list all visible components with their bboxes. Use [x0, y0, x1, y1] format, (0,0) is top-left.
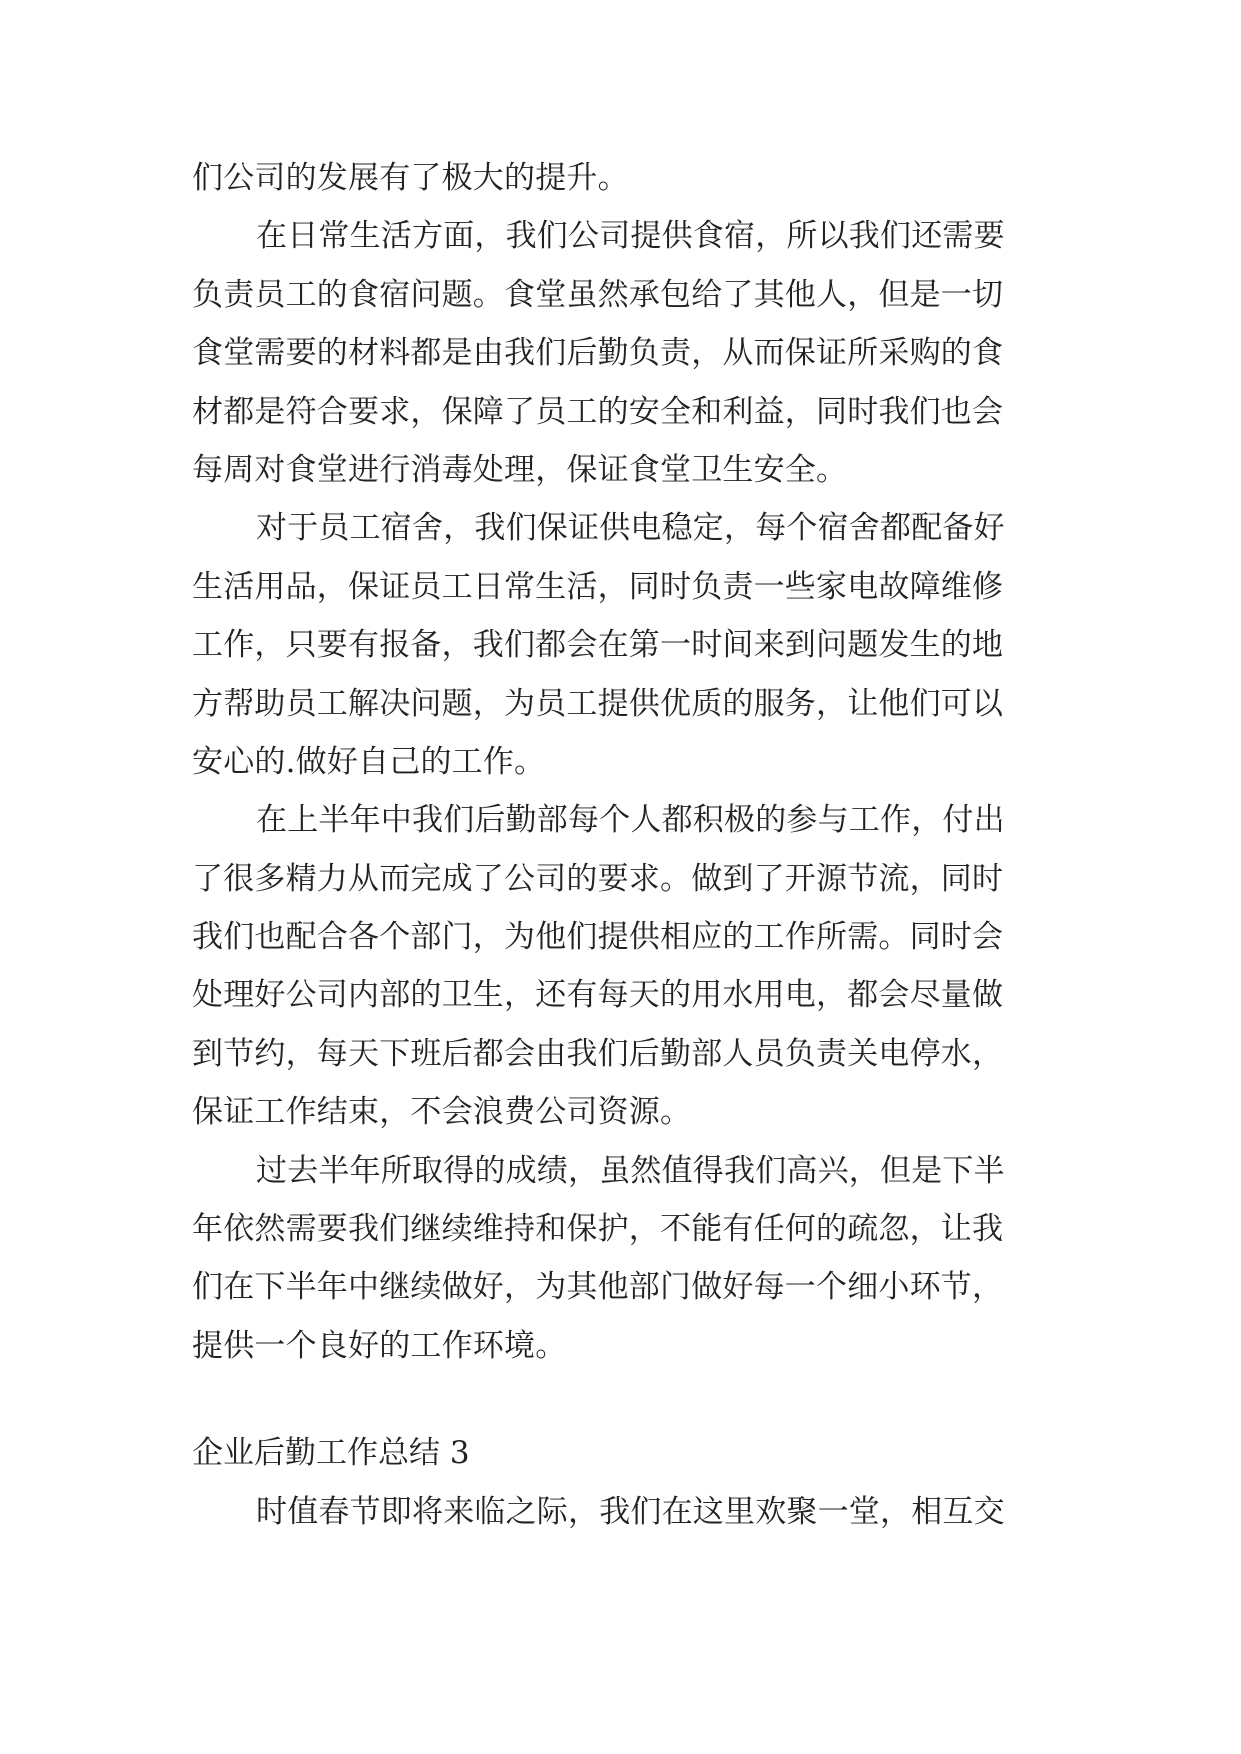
text-line: 安心的.做好自己的工作。	[192, 743, 546, 780]
text-line: 提供一个良好的工作环境。	[192, 1327, 567, 1364]
text-line: 食堂需要的材料都是由我们后勤负责，从而保证所采购的食	[192, 335, 1004, 372]
text-line: 每周对食堂进行消毒处理，保证食堂卫生安全。	[192, 451, 848, 488]
section-heading: 企业后勤工作总结 3	[192, 1435, 470, 1472]
text-line: 在日常生活方面，我们公司提供食宿，所以我们还需要	[256, 218, 1005, 255]
paragraph-dormitory	[192, 508, 1054, 800]
text-line: 在上半年中我们后勤部每个人都积极的参与工作，付出	[256, 802, 1005, 839]
text-line: 生活用品，保证员工日常生活，同时负责一些家电故障维修	[192, 568, 1004, 605]
paragraph-first-half	[192, 800, 1054, 1150]
text-line: 对于员工宿舍，我们保证供电稳定，每个宿舍都配备好	[256, 510, 1005, 547]
text-line: 们公司的发展有了极大的提升。	[192, 160, 629, 196]
text-line: 方帮助员工解决问题，为员工提供优质的服务，让他们可以	[192, 685, 1004, 722]
text-line: 过去半年所取得的成绩，虽然值得我们高兴，但是下半	[256, 1152, 1005, 1189]
document-body	[192, 158, 1054, 1550]
paragraph-daily-life	[192, 216, 1054, 508]
paragraph-continuation	[192, 158, 1054, 216]
paragraph-spring-festival	[192, 1492, 1054, 1550]
text-line: 我们也配合各个部门，为他们提供相应的工作所需。同时会	[192, 919, 1004, 956]
text-line: 到节约，每天下班后都会由我们后勤部人员负责关电停水，	[192, 1035, 1004, 1072]
text-line: 时值春节即将来临之际，我们在这里欢聚一堂，相互交	[256, 1493, 1005, 1530]
text-line: 工作，只要有报备，我们都会在第一时间来到问题发生的地	[192, 627, 1004, 664]
text-line: 材都是符合要求，保障了员工的安全和利益，同时我们也会	[192, 393, 1004, 430]
text-line: 年依然需要我们继续维持和保护，不能有任何的疏忽，让我	[192, 1211, 1004, 1248]
text-line: 处理好公司内部的卫生，还有每天的用水用电，都会尽量做	[192, 977, 1004, 1014]
text-line: 们在下半年中继续做好，为其他部门做好每一个细小环节，	[192, 1269, 1004, 1306]
paragraph-outlook	[192, 1151, 1054, 1385]
text-line: 负责员工的食宿问题。食堂虽然承包给了其他人，但是一切	[192, 276, 1004, 313]
text-line: 保证工作结束，不会浪费公司资源。	[192, 1094, 692, 1131]
text-line: 了很多精力从而完成了公司的要求。做到了开源节流，同时	[192, 860, 1004, 897]
